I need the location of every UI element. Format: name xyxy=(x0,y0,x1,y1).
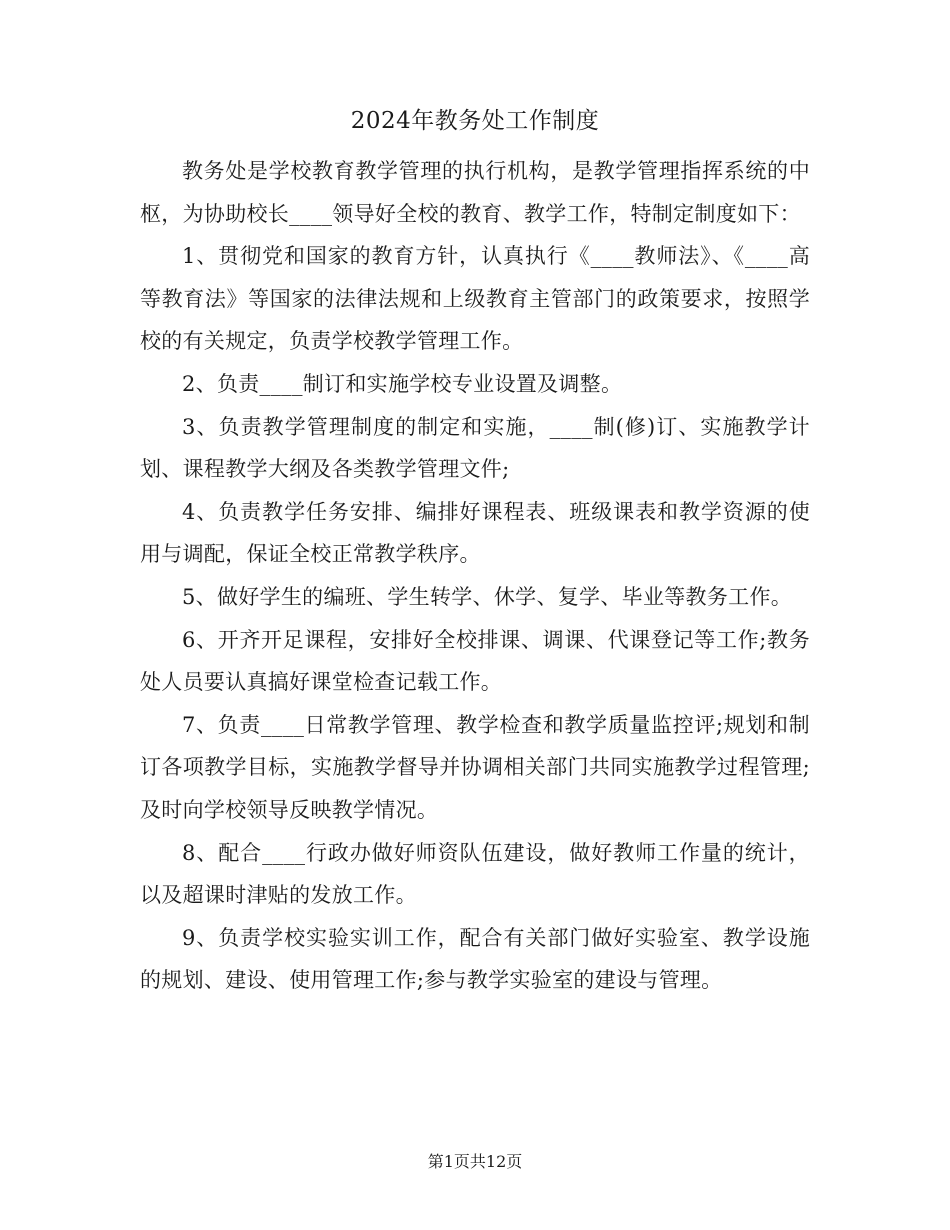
clause-1-paragraph: 1、贯彻党和国家的教育方针，认真执行《____教师法》、《____高等教育法》等国家的法律法规和上级教育主管部门的政策要求，按照学校的有关规定，负责学校教学管理工作。 xyxy=(140,244,810,354)
clause-2-paragraph: 2、负责____制订和实施学校专业设置及调整。 xyxy=(182,371,623,396)
page-title: 2024年教务处工作制度 xyxy=(350,108,600,134)
clause-6-paragraph: 6、开齐开足课程，安排好全校排课、调课、代课登记等工作;教务处人员要认真搞好课堂检查记载工作。 xyxy=(140,627,810,695)
clause-8-paragraph: 8、配合____行政办做好师资队伍建设，做好教师工作量的统计，以及超课时津贴的发放工作。 xyxy=(140,840,810,908)
clause-4-paragraph: 4、负责教学任务安排、编排好课程表、班级课表和教学资源的使用与调配，保证全校正常教学秩序。 xyxy=(140,499,810,567)
clause-9-paragraph: 9、负责学校实验实训工作，配合有关部门做好实验室、教学设施的规划、建设、使用管理工作;参与教学实验室的建设与管理。 xyxy=(140,925,810,993)
clause-5-paragraph: 5、做好学生的编班、学生转学、休学、复学、毕业等教务工作。 xyxy=(182,584,793,609)
clause-3-paragraph: 3、负责教学管理制度的制定和实施，____制(修)订、实施教学计划、课程教学大纲及各类教学管理文件; xyxy=(140,414,810,482)
document-body xyxy=(140,150,810,1002)
clause-7-paragraph: 7、负责____日常教学管理、教学检查和教学质量监控评;规划和制订各项教学目标，实施教学督导并协调相关部门共同实施教学过程管理;及时向学校领导反映教学情况。 xyxy=(140,712,810,822)
page-number-footer: 第1页共12页 xyxy=(427,1152,523,1171)
intro-paragraph: 教务处是学校教育教学管理的执行机构，是教学管理指挥系统的中枢，为协助校长____领导好全校的教育、教学工作，特制定制度如下： xyxy=(140,159,810,226)
